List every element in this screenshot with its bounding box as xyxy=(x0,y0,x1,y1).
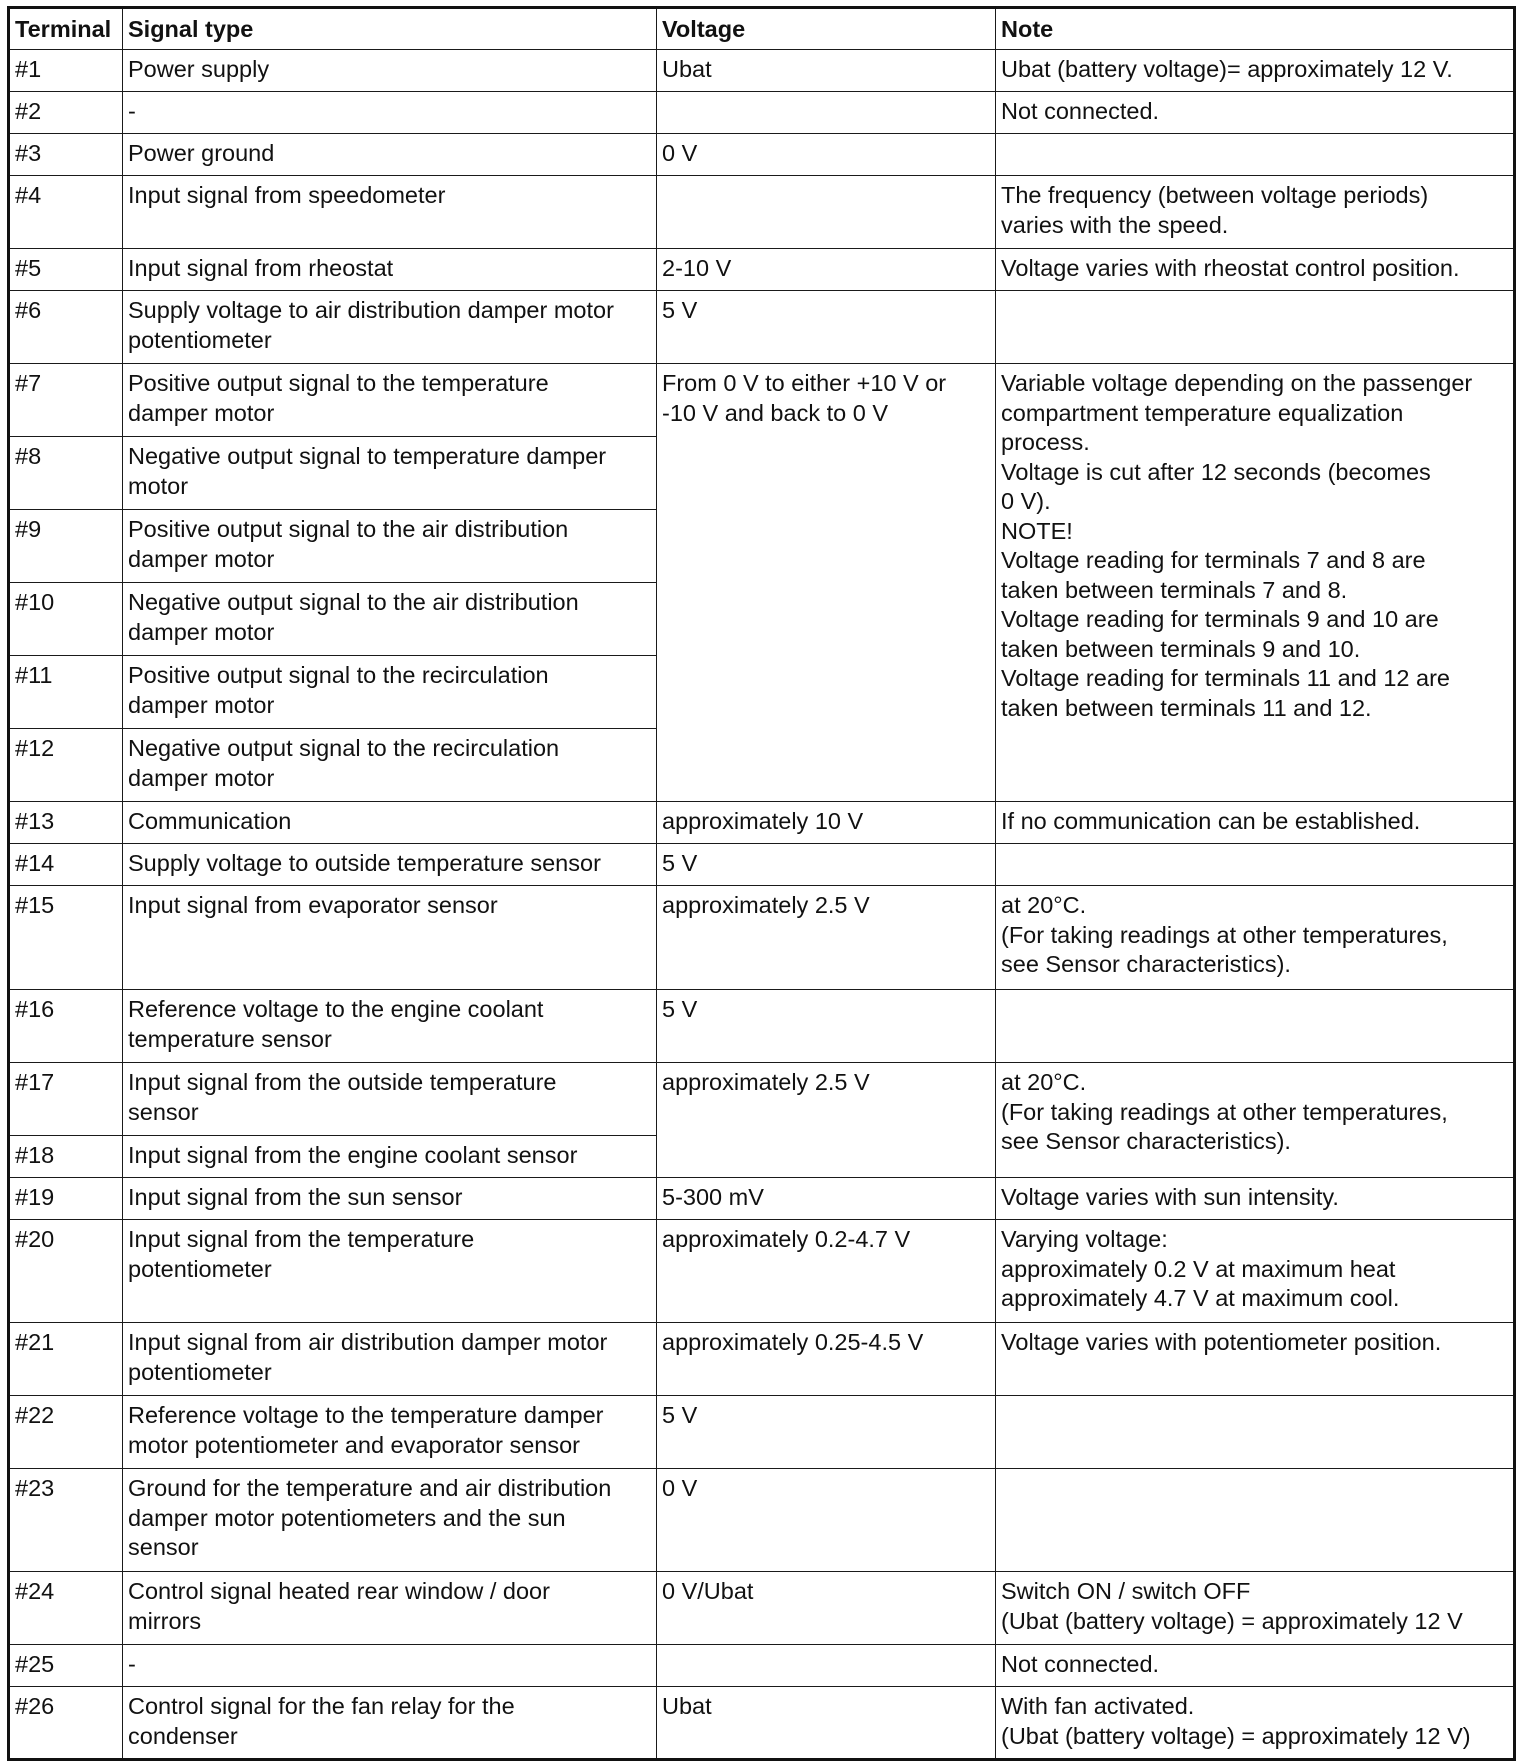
table-row xyxy=(9,1645,1515,1687)
voltage-cell xyxy=(657,176,996,249)
terminal-cell: #24 xyxy=(9,1572,123,1645)
header-voltage: Voltage xyxy=(657,8,996,50)
signal-cell: Supply voltage to outside temperature sensor xyxy=(123,844,657,886)
note-cell: Variable voltage depending on the passenger compartment temperature equalization process. Voltage is cut after 12 seconds (becomes 0 V). NOTE! Voltage reading for terminals 7 and 8 are taken between terminals 7 and 8. Voltage reading for terminals 9 and 10 are taken between terminals 9 and 10. Voltage reading for terminals 11 and 12 are taken between terminals 11 and 12. xyxy=(996,364,1515,802)
terminal-cell: #15 xyxy=(9,886,123,990)
table-row xyxy=(9,364,1515,437)
header-terminal: Terminal xyxy=(9,8,123,50)
terminal-cell: #9 xyxy=(9,510,123,583)
terminal-cell: #11 xyxy=(9,656,123,729)
voltage-cell: 5-300 mV xyxy=(657,1178,996,1220)
table-row xyxy=(9,802,1515,844)
signal-cell: Input signal from rheostat xyxy=(123,249,657,291)
voltage-cell: 0 V xyxy=(657,1469,996,1572)
note-cell: Voltage varies with potentiometer position. xyxy=(996,1323,1515,1396)
signal-cell: Input signal from speedometer xyxy=(123,176,657,249)
terminal-cell: #23 xyxy=(9,1469,123,1572)
note-cell: Ubat (battery voltage)= approximately 12 V. xyxy=(996,50,1515,92)
signal-cell: Input signal from the outside temperature sensor xyxy=(123,1063,657,1136)
signal-cell: Input signal from air distribution damper motor potentiometer xyxy=(123,1323,657,1396)
voltage-cell: Ubat xyxy=(657,50,996,92)
header-signal-type: Signal type xyxy=(123,8,657,50)
table-row xyxy=(9,886,1515,990)
signal-cell: - xyxy=(123,1645,657,1687)
table-row xyxy=(9,844,1515,886)
table-row xyxy=(9,134,1515,176)
note-cell: at 20°C. (For taking readings at other temperatures, see Sensor characteristics). xyxy=(996,1063,1515,1178)
signal-cell: Input signal from the sun sensor xyxy=(123,1178,657,1220)
note-cell: Not connected. xyxy=(996,1645,1515,1687)
signal-cell: Positive output signal to the air distribution damper motor xyxy=(123,510,657,583)
terminal-cell: #7 xyxy=(9,364,123,437)
terminal-cell: #22 xyxy=(9,1396,123,1469)
voltage-cell: 5 V xyxy=(657,1396,996,1469)
voltage-cell: 5 V xyxy=(657,990,996,1063)
terminal-cell: #10 xyxy=(9,583,123,656)
signal-cell: Input signal from evaporator sensor xyxy=(123,886,657,990)
note-cell xyxy=(996,134,1515,176)
terminal-cell: #17 xyxy=(9,1063,123,1136)
note-cell xyxy=(996,291,1515,364)
terminal-cell: #4 xyxy=(9,176,123,249)
signal-cell: Control signal heated rear window / door mirrors xyxy=(123,1572,657,1645)
signal-cell: Negative output signal to temperature damper motor xyxy=(123,437,657,510)
table-row xyxy=(9,1687,1515,1760)
table-row xyxy=(9,990,1515,1063)
table-row xyxy=(9,1469,1515,1572)
signal-cell: Power supply xyxy=(123,50,657,92)
signal-cell: Supply voltage to air distribution damper motor potentiometer xyxy=(123,291,657,364)
note-cell xyxy=(996,1469,1515,1572)
voltage-cell: 0 V xyxy=(657,134,996,176)
signal-cell: Negative output signal to the recirculation damper motor xyxy=(123,729,657,802)
terminal-cell: #14 xyxy=(9,844,123,886)
terminal-cell: #26 xyxy=(9,1687,123,1760)
signal-cell: Positive output signal to the temperature damper motor xyxy=(123,364,657,437)
signal-cell: Input signal from the engine coolant sensor xyxy=(123,1136,657,1178)
note-cell: If no communication can be established. xyxy=(996,802,1515,844)
voltage-cell: 2-10 V xyxy=(657,249,996,291)
terminal-cell: #8 xyxy=(9,437,123,510)
terminal-cell: #25 xyxy=(9,1645,123,1687)
table-row xyxy=(9,1178,1515,1220)
note-cell: Varying voltage: approximately 0.2 V at maximum heat approximately 4.7 V at maximum cool. xyxy=(996,1220,1515,1323)
signal-cell: Negative output signal to the air distribution damper motor xyxy=(123,583,657,656)
signal-cell: Power ground xyxy=(123,134,657,176)
note-cell: Switch ON / switch OFF (Ubat (battery voltage) = approximately 12 V xyxy=(996,1572,1515,1645)
voltage-cell: approximately 0.2-4.7 V xyxy=(657,1220,996,1323)
voltage-cell: 5 V xyxy=(657,291,996,364)
voltage-cell: approximately 2.5 V xyxy=(657,886,996,990)
signal-cell: Input signal from the temperature potentiometer xyxy=(123,1220,657,1323)
signal-cell: Control signal for the fan relay for the condenser xyxy=(123,1687,657,1760)
terminal-cell: #3 xyxy=(9,134,123,176)
signal-cell: Communication xyxy=(123,802,657,844)
terminal-cell: #6 xyxy=(9,291,123,364)
terminal-cell: #21 xyxy=(9,1323,123,1396)
voltage-cell: approximately 10 V xyxy=(657,802,996,844)
voltage-cell xyxy=(657,92,996,134)
terminal-cell: #1 xyxy=(9,50,123,92)
voltage-cell: approximately 2.5 V xyxy=(657,1063,996,1178)
note-cell xyxy=(996,990,1515,1063)
table-row xyxy=(9,1063,1515,1136)
table-row xyxy=(9,50,1515,92)
note-cell: The frequency (between voltage periods) varies with the speed. xyxy=(996,176,1515,249)
table-row xyxy=(9,176,1515,249)
terminal-signal-table xyxy=(7,6,1516,1761)
signal-cell: Reference voltage to the temperature damper motor potentiometer and evaporator sensor xyxy=(123,1396,657,1469)
note-cell: With fan activated. (Ubat (battery voltage) = approximately 12 V) xyxy=(996,1687,1515,1760)
voltage-cell: From 0 V to either +10 V or -10 V and back to 0 V xyxy=(657,364,996,802)
terminal-table-document xyxy=(7,6,1513,1761)
note-cell: Voltage varies with rheostat control position. xyxy=(996,249,1515,291)
signal-cell: Reference voltage to the engine coolant temperature sensor xyxy=(123,990,657,1063)
terminal-cell: #20 xyxy=(9,1220,123,1323)
table-header-row xyxy=(9,8,1515,50)
terminal-cell: #18 xyxy=(9,1136,123,1178)
signal-cell: Positive output signal to the recirculation damper motor xyxy=(123,656,657,729)
voltage-cell: 0 V/Ubat xyxy=(657,1572,996,1645)
table-row xyxy=(9,1220,1515,1323)
note-cell: Voltage varies with sun intensity. xyxy=(996,1178,1515,1220)
terminal-cell: #2 xyxy=(9,92,123,134)
note-cell xyxy=(996,844,1515,886)
voltage-cell xyxy=(657,1645,996,1687)
table-row xyxy=(9,92,1515,134)
note-cell: Not connected. xyxy=(996,92,1515,134)
terminal-cell: #13 xyxy=(9,802,123,844)
terminal-cell: #19 xyxy=(9,1178,123,1220)
note-cell: at 20°C. (For taking readings at other temperatures, see Sensor characteristics). xyxy=(996,886,1515,990)
signal-cell: Ground for the temperature and air distribution damper motor potentiometers and the sun sensor xyxy=(123,1469,657,1572)
table-row xyxy=(9,291,1515,364)
table-row xyxy=(9,1572,1515,1645)
note-cell xyxy=(996,1396,1515,1469)
voltage-cell: approximately 0.25-4.5 V xyxy=(657,1323,996,1396)
terminal-cell: #16 xyxy=(9,990,123,1063)
terminal-cell: #12 xyxy=(9,729,123,802)
voltage-cell: Ubat xyxy=(657,1687,996,1760)
table-row xyxy=(9,249,1515,291)
terminal-cell: #5 xyxy=(9,249,123,291)
signal-cell: - xyxy=(123,92,657,134)
voltage-cell: 5 V xyxy=(657,844,996,886)
table-row xyxy=(9,1396,1515,1469)
header-note: Note xyxy=(996,8,1515,50)
table-row xyxy=(9,1323,1515,1396)
